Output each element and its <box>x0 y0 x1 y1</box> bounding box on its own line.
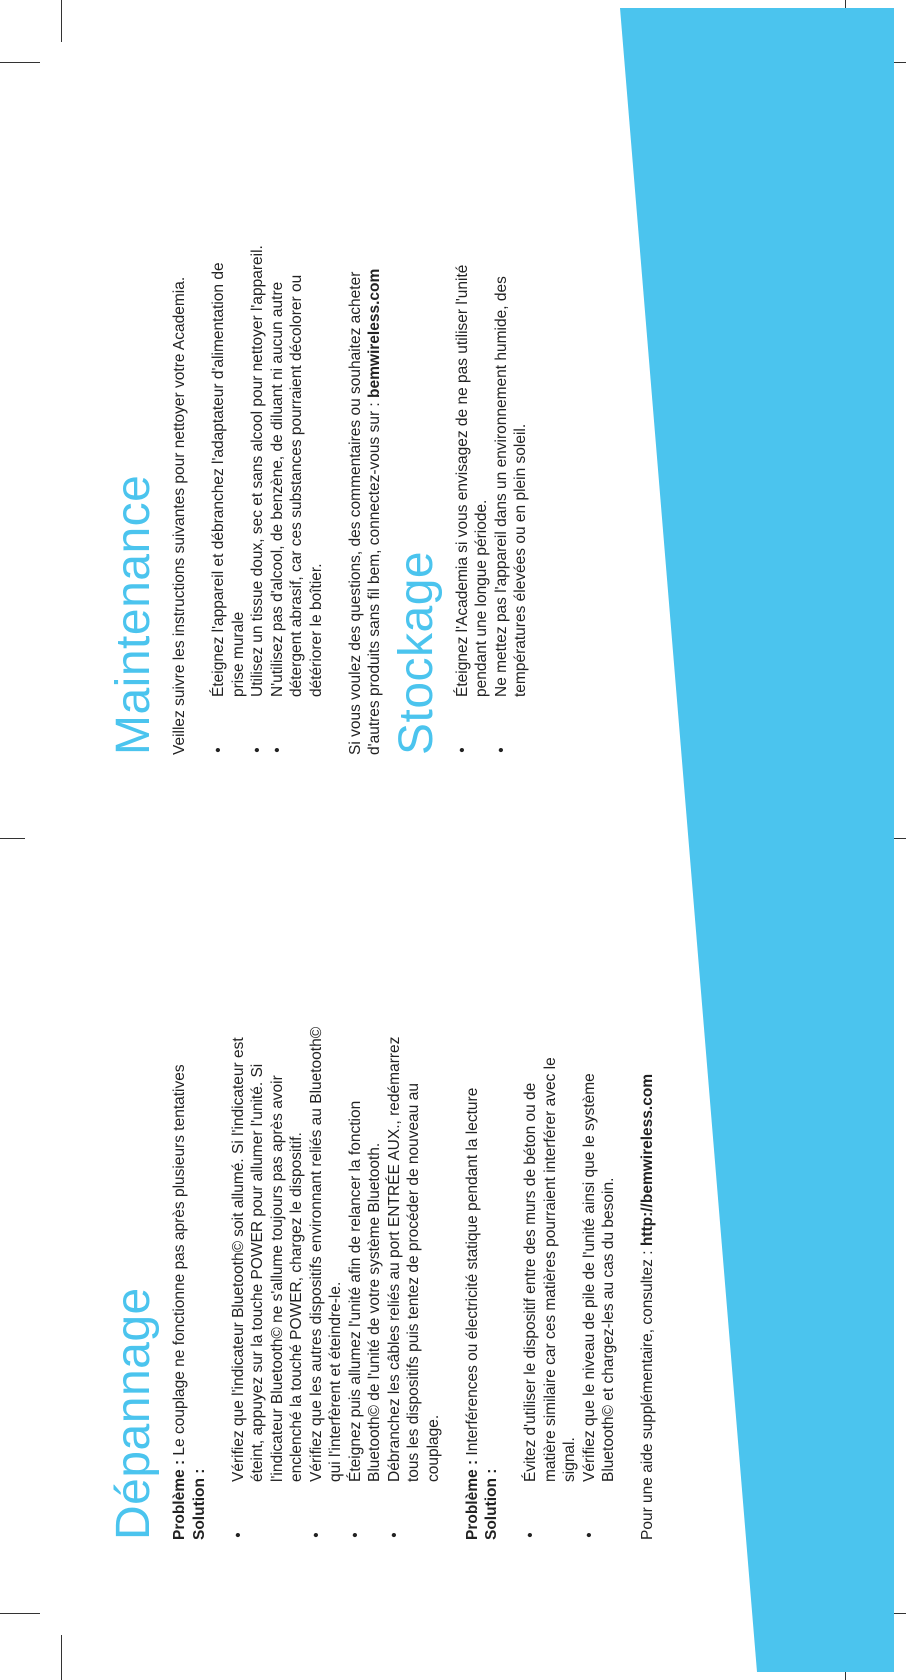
list-item: • Utilisez un tissue doux, sec et sans alcool pour nettoyer l'appareil. <box>248 55 268 755</box>
list-item: • Éteignez puis allumez l'unité afin de relancer la fonction Bluetooth© de l'unité de votre système Bluetooth. <box>346 900 385 1540</box>
list-item-line: Éteignez l'appareil et débranchez l'adaptateur d'alimentation de <box>210 262 227 697</box>
problem1 <box>170 900 190 1540</box>
contact-text: d'autres produits sans fil bem, connectez-vous sur : <box>366 397 383 755</box>
list-item-line: Vérifiez que l'indicateur Bluetooth© soit allumé. Si l'indicateur est <box>229 1037 247 1482</box>
list-item: • N'utilisez pas d'alcool, de benzène, de diluant ni aucun autre détergent abrasif, car ces substances pourraient décolorer ou détériorer le boîtier. <box>268 55 327 755</box>
list-item-line: matière similaire car ces matières pourraient interférer avec le <box>541 1057 559 1482</box>
list-item-line: températures élevées ou en plein soleil. <box>512 423 529 697</box>
help-link[interactable]: http://bemwireless.com <box>639 1073 656 1247</box>
solution1-list <box>229 900 444 1540</box>
maintenance-section <box>107 55 531 755</box>
stockage-title: Stockage <box>389 550 443 755</box>
list-item-line: Ne mettez pas l'appareil dans un environnement humide, des <box>492 276 510 697</box>
problem2-label: Problème : <box>463 1459 481 1540</box>
depannage-section <box>107 900 658 1540</box>
list-item-line: qui l'interfèrent et éteindre-le. <box>327 1281 344 1482</box>
contact-line-2 <box>365 55 385 755</box>
list-item-line: Bluetooth© et chargez-les au cas du besoin. <box>600 1177 617 1482</box>
list-item-line: pendant une longue période. <box>473 499 490 697</box>
list-item: • Vérifiez que l'indicateur Bluetooth© soit allumé. Si l'indicateur est éteint, appuyez sur la touche POWER pour allumer l'unité. Si l'indicateur Bluetooth© ne s'allume toujours pas après avoir enclenché la touché POWER, chargez le dispositif. <box>229 900 307 1540</box>
list-item-line: Évitez d'utiliser le dispositif entre des murs de béton ou de <box>522 1082 539 1482</box>
problem2-text: Interférences ou électricité statique pendant la lecture <box>463 1087 481 1460</box>
list-item-line: couplage. <box>424 1414 442 1482</box>
problem1-text: Le couplage ne fonctionne pas après plusieurs tentatives <box>171 1064 188 1460</box>
list-item-line: Débranchez les câbles reliés au port ENTRÉE AUX., redémarrez <box>385 1036 403 1482</box>
list-item-line: Vérifiez que les autres dispositifs environnant reliés au Bluetooth© <box>307 1026 325 1482</box>
solution2-list <box>521 900 619 1540</box>
solution1-label: Solution : <box>190 1468 208 1540</box>
maintenance-title: Maintenance <box>107 474 160 755</box>
list-item-line: Éteignez l'Academia si vous envisagez de ne pas utiliser l'unité <box>453 264 471 697</box>
list-item-line: détergent abrasif, car ces substances pourraient décolorer ou <box>288 274 305 697</box>
list-item-line: Éteignez puis allumez l'unité afin de relancer la fonction <box>346 1100 364 1482</box>
solution2-label: Solution : <box>483 1468 500 1540</box>
list-item: • Vérifiez que le niveau de pile de l'unité ainsi que le système Bluetooth© et chargez-les au cas du besoin. <box>580 900 619 1540</box>
list-item-line: tous les dispositifs puis tentez de procéder de nouveau au <box>405 1083 422 1482</box>
help-text: Pour une aide supplémentaire, consultez : <box>639 1246 656 1540</box>
list-item-line: Bluetooth© de l'unité de votre système Bluetooth. <box>366 1142 383 1482</box>
help-line <box>638 900 658 1540</box>
list-item-line: éteint, appuyez sur la touche POWER pour allumer l'unité. Si <box>249 1063 266 1482</box>
contact-link[interactable]: bemwireless.com <box>366 268 383 398</box>
contact-line-1: Si vous voulez des questions, des commentaires ou souhaitez acheter <box>346 271 364 755</box>
list-item-line: signal. <box>561 1437 578 1482</box>
list-item-line: l'indicateur Bluetooth© ne s'allume toujours pas après avoir <box>268 1075 286 1482</box>
depannage-title: Dépannage <box>107 1287 160 1540</box>
maintenance-list <box>209 55 326 755</box>
maintenance-intro: Veillez suivre les instructions suivantes pour nettoyer votre Academia. <box>171 276 188 755</box>
list-item: • Ne mettez pas l'appareil dans un environnement humide, des températures élevées ou en plein soleil. <box>492 55 531 755</box>
list-item-line: prise murale <box>229 611 247 697</box>
list-item: • Évitez d'utiliser le dispositif entre des murs de béton ou de matière similaire car ces matières pourraient interférer avec le signal. <box>521 900 580 1540</box>
list-item-line: enclenché la touché POWER, chargez le dispositif. <box>288 1132 305 1482</box>
list-item-line: Vérifiez que le niveau de pile de l'unité ainsi que le système <box>580 1073 598 1482</box>
list-item-line: détériorer le boîtier. <box>307 563 325 697</box>
problem1-label: Problème : <box>171 1459 188 1540</box>
stockage-list <box>453 55 531 755</box>
list-item: • Vérifiez que les autres dispositifs environnant reliés au Bluetooth© qui l'interfèrent et éteindre-le. <box>307 900 346 1540</box>
list-item: • Éteignez l'Academia si vous envisagez de ne pas utiliser l'unité pendant une longue période. <box>453 55 492 755</box>
list-item: • Débranchez les câbles reliés au port ENTRÉE AUX., redémarrez tous les dispositifs puis tentez de procéder de nouveau au couplage. <box>385 900 444 1540</box>
list-item-line: Utilisez un tissue doux, sec et sans alcool pour nettoyer l'appareil. <box>249 245 266 697</box>
list-item-line: N'utilisez pas d'alcool, de benzène, de diluant ni aucun autre <box>268 281 286 697</box>
list-item: • Éteignez l'appareil et débranchez l'adaptateur d'alimentation de prise murale <box>209 55 248 755</box>
problem2 <box>463 900 483 1540</box>
